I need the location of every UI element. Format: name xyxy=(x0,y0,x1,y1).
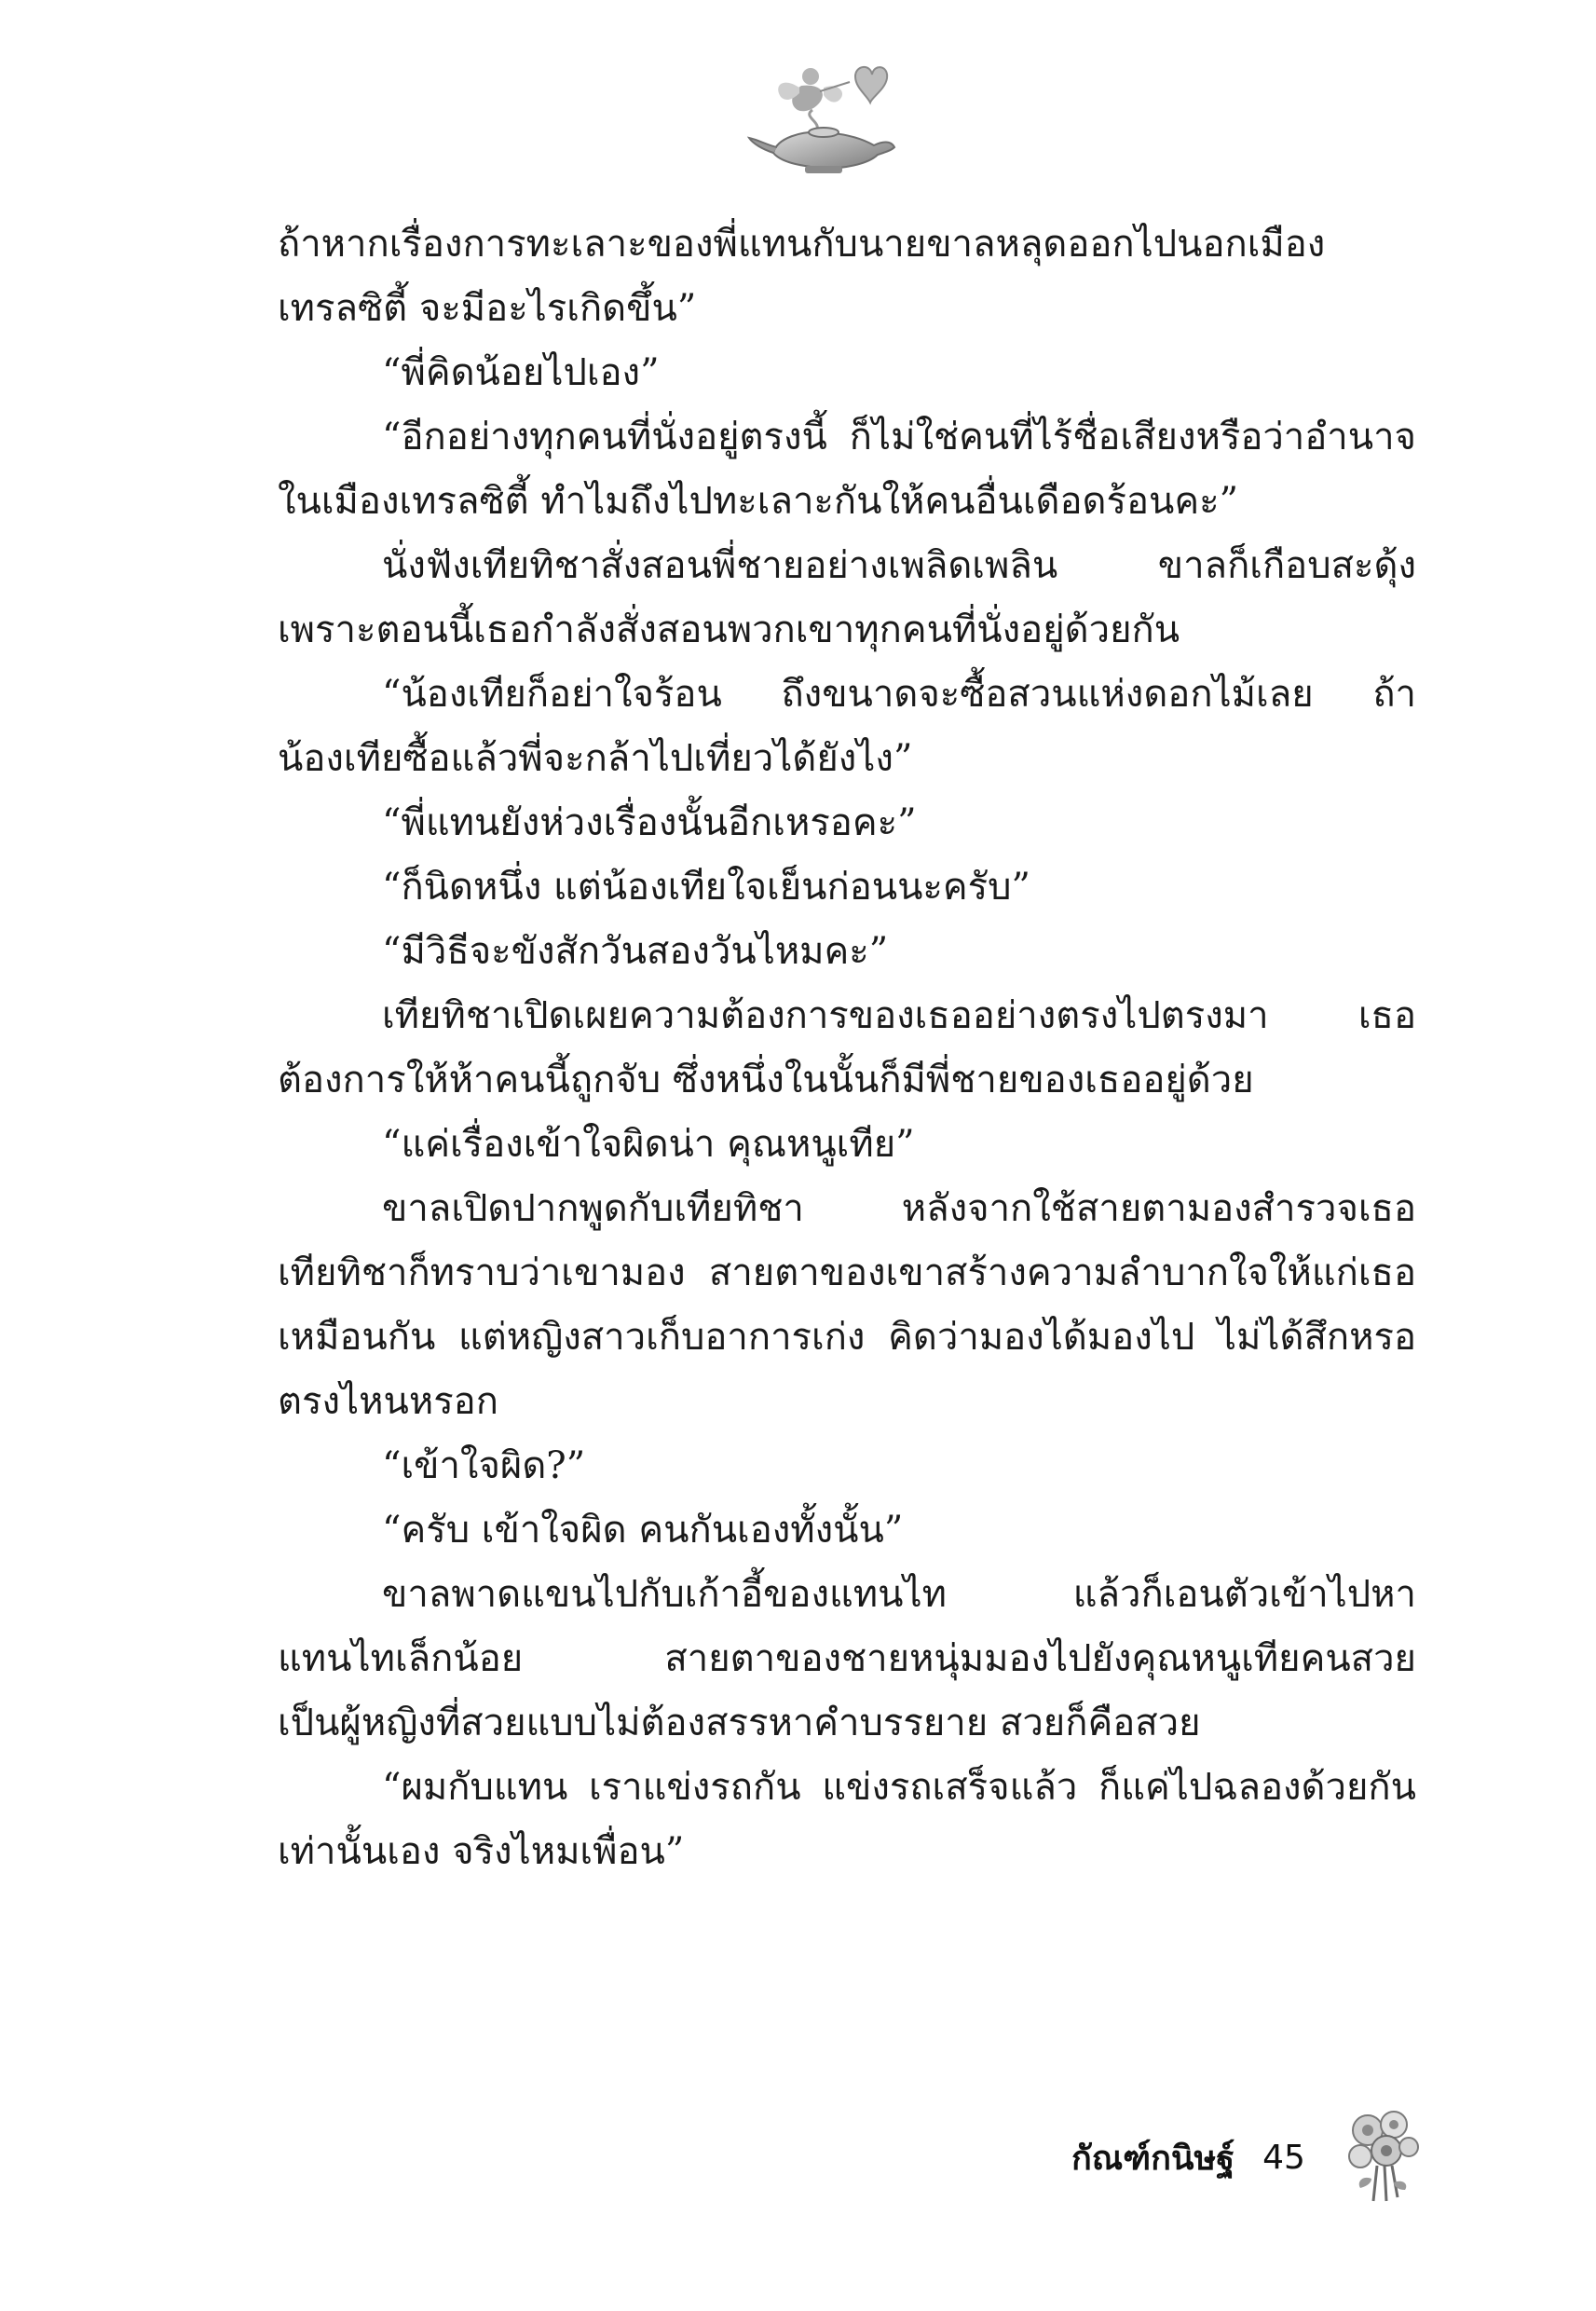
page-number: 45 xyxy=(1262,2138,1305,2177)
text-line: แทนไทเล็กน้อย สายตาของชายหนุ่มมองไปยังคุณหนูเทียคนสวย xyxy=(278,1637,1416,1680)
text-line: เพราะตอนนี้เธอกำลังสั่งสอนพวกเขาทุกคนที่นั่งอยู่ด้วยกัน xyxy=(278,609,1180,651)
text-line: ในเมืองเทรลซิตี้ ทำไมถึงไปทะเลาะกันให้คนอื่นเดือดร้อนคะ” xyxy=(278,480,1239,523)
text-line: ถ้าหากเรื่องการทะเลาะของพี่แทนกับนายขาลหลุดออกไปนอกเมือง xyxy=(278,223,1326,266)
page-footer xyxy=(1071,2129,1305,2185)
text-line: “ผมกับแทน เราแข่งรถกัน แข่งรถเสร็จแล้ว ก็แค่ไปฉลองด้วยกัน xyxy=(382,1766,1416,1809)
text-line: “มีวิธีจะขังสักวันสองวันไหมคะ” xyxy=(382,930,889,973)
text-line: ตรงไหนหรอก xyxy=(278,1380,498,1423)
flower-bouquet-icon xyxy=(1340,2104,1424,2207)
text-line: “ก็นิดหนึ่ง แต่น้องเทียใจเย็นก่อนนะครับ” xyxy=(382,866,1030,909)
text-line: เหมือนกัน แต่หญิงสาวเก็บอาการเก่ง คิดว่ามองได้มองไป ไม่ได้สึกหรอ xyxy=(278,1316,1416,1359)
text-line: “พี่แทนยังห่วงเรื่องนั้นอีกเหรอคะ” xyxy=(382,801,917,844)
body-text xyxy=(278,212,1416,1884)
text-line: เทียทิชาก็ทราบว่าเขามอง สายตาของเขาสร้างความลำบากใจให้แก่เธอ xyxy=(278,1251,1416,1294)
text-line: “ครับ เข้าใจผิด คนกันเองทั้งนั้น” xyxy=(382,1509,904,1552)
text-line: “น้องเทียก็อย่าใจร้อน ถึงขนาดจะซื้อสวนแห่งดอกไม้เลย ถ้า xyxy=(382,673,1416,716)
text-line: “เข้าใจผิด?” xyxy=(382,1444,586,1487)
text-line: “แค่เรื่องเข้าใจผิดน่า คุณหนูเทีย” xyxy=(382,1123,915,1166)
text-line: เป็นผู้หญิงที่สวยแบบไม่ต้องสรรหาคำบรรยาย สวยก็คือสวย xyxy=(278,1702,1201,1744)
text-line: ขาลเปิดปากพูดกับเทียทิชา หลังจากใช้สายตามองสำรวจเธอ xyxy=(382,1187,1416,1230)
text-line: ต้องการให้ห้าคนนี้ถูกจับ ซึ่งหนึ่งในนั้นก็มีพี่ชายของเธออยู่ด้วย xyxy=(278,1059,1254,1101)
text-line: ขาลพาดแขนไปกับเก้าอี้ของแทนไท แล้วก็เอนตัวเข้าไปหา xyxy=(382,1573,1416,1616)
text-line: เท่านั้นเอง จริงไหมเพื่อน” xyxy=(278,1830,685,1873)
text-line: นั่งฟังเทียทิชาสั่งสอนพี่ชายอย่างเพลิดเพลิน ขาลก็เกือบสะดุ้ง xyxy=(382,544,1416,587)
book-title: กัณฑ์กนิษฐ์ xyxy=(1071,2139,1235,2178)
text-line: “พี่คิดน้อยไปเอง” xyxy=(382,351,660,394)
text-line: เทรลซิตี้ จะมีอะไรเกิดขึ้น” xyxy=(278,287,697,330)
text-line: เทียทิชาเปิดเผยความต้องการของเธออย่างตรงไปตรงมา เธอ xyxy=(382,994,1416,1037)
text-line: น้องเทียซื้อแล้วพี่จะกล้าไปเที่ยวได้ยังไง” xyxy=(278,737,913,780)
genie-lamp-emblem-icon xyxy=(745,48,904,179)
text-line: “อีกอย่างทุกคนที่นั่งอยู่ตรงนี้ ก็ไม่ใช่คนที่ไร้ชื่อเสียงหรือว่าอำนาจ xyxy=(382,416,1416,458)
